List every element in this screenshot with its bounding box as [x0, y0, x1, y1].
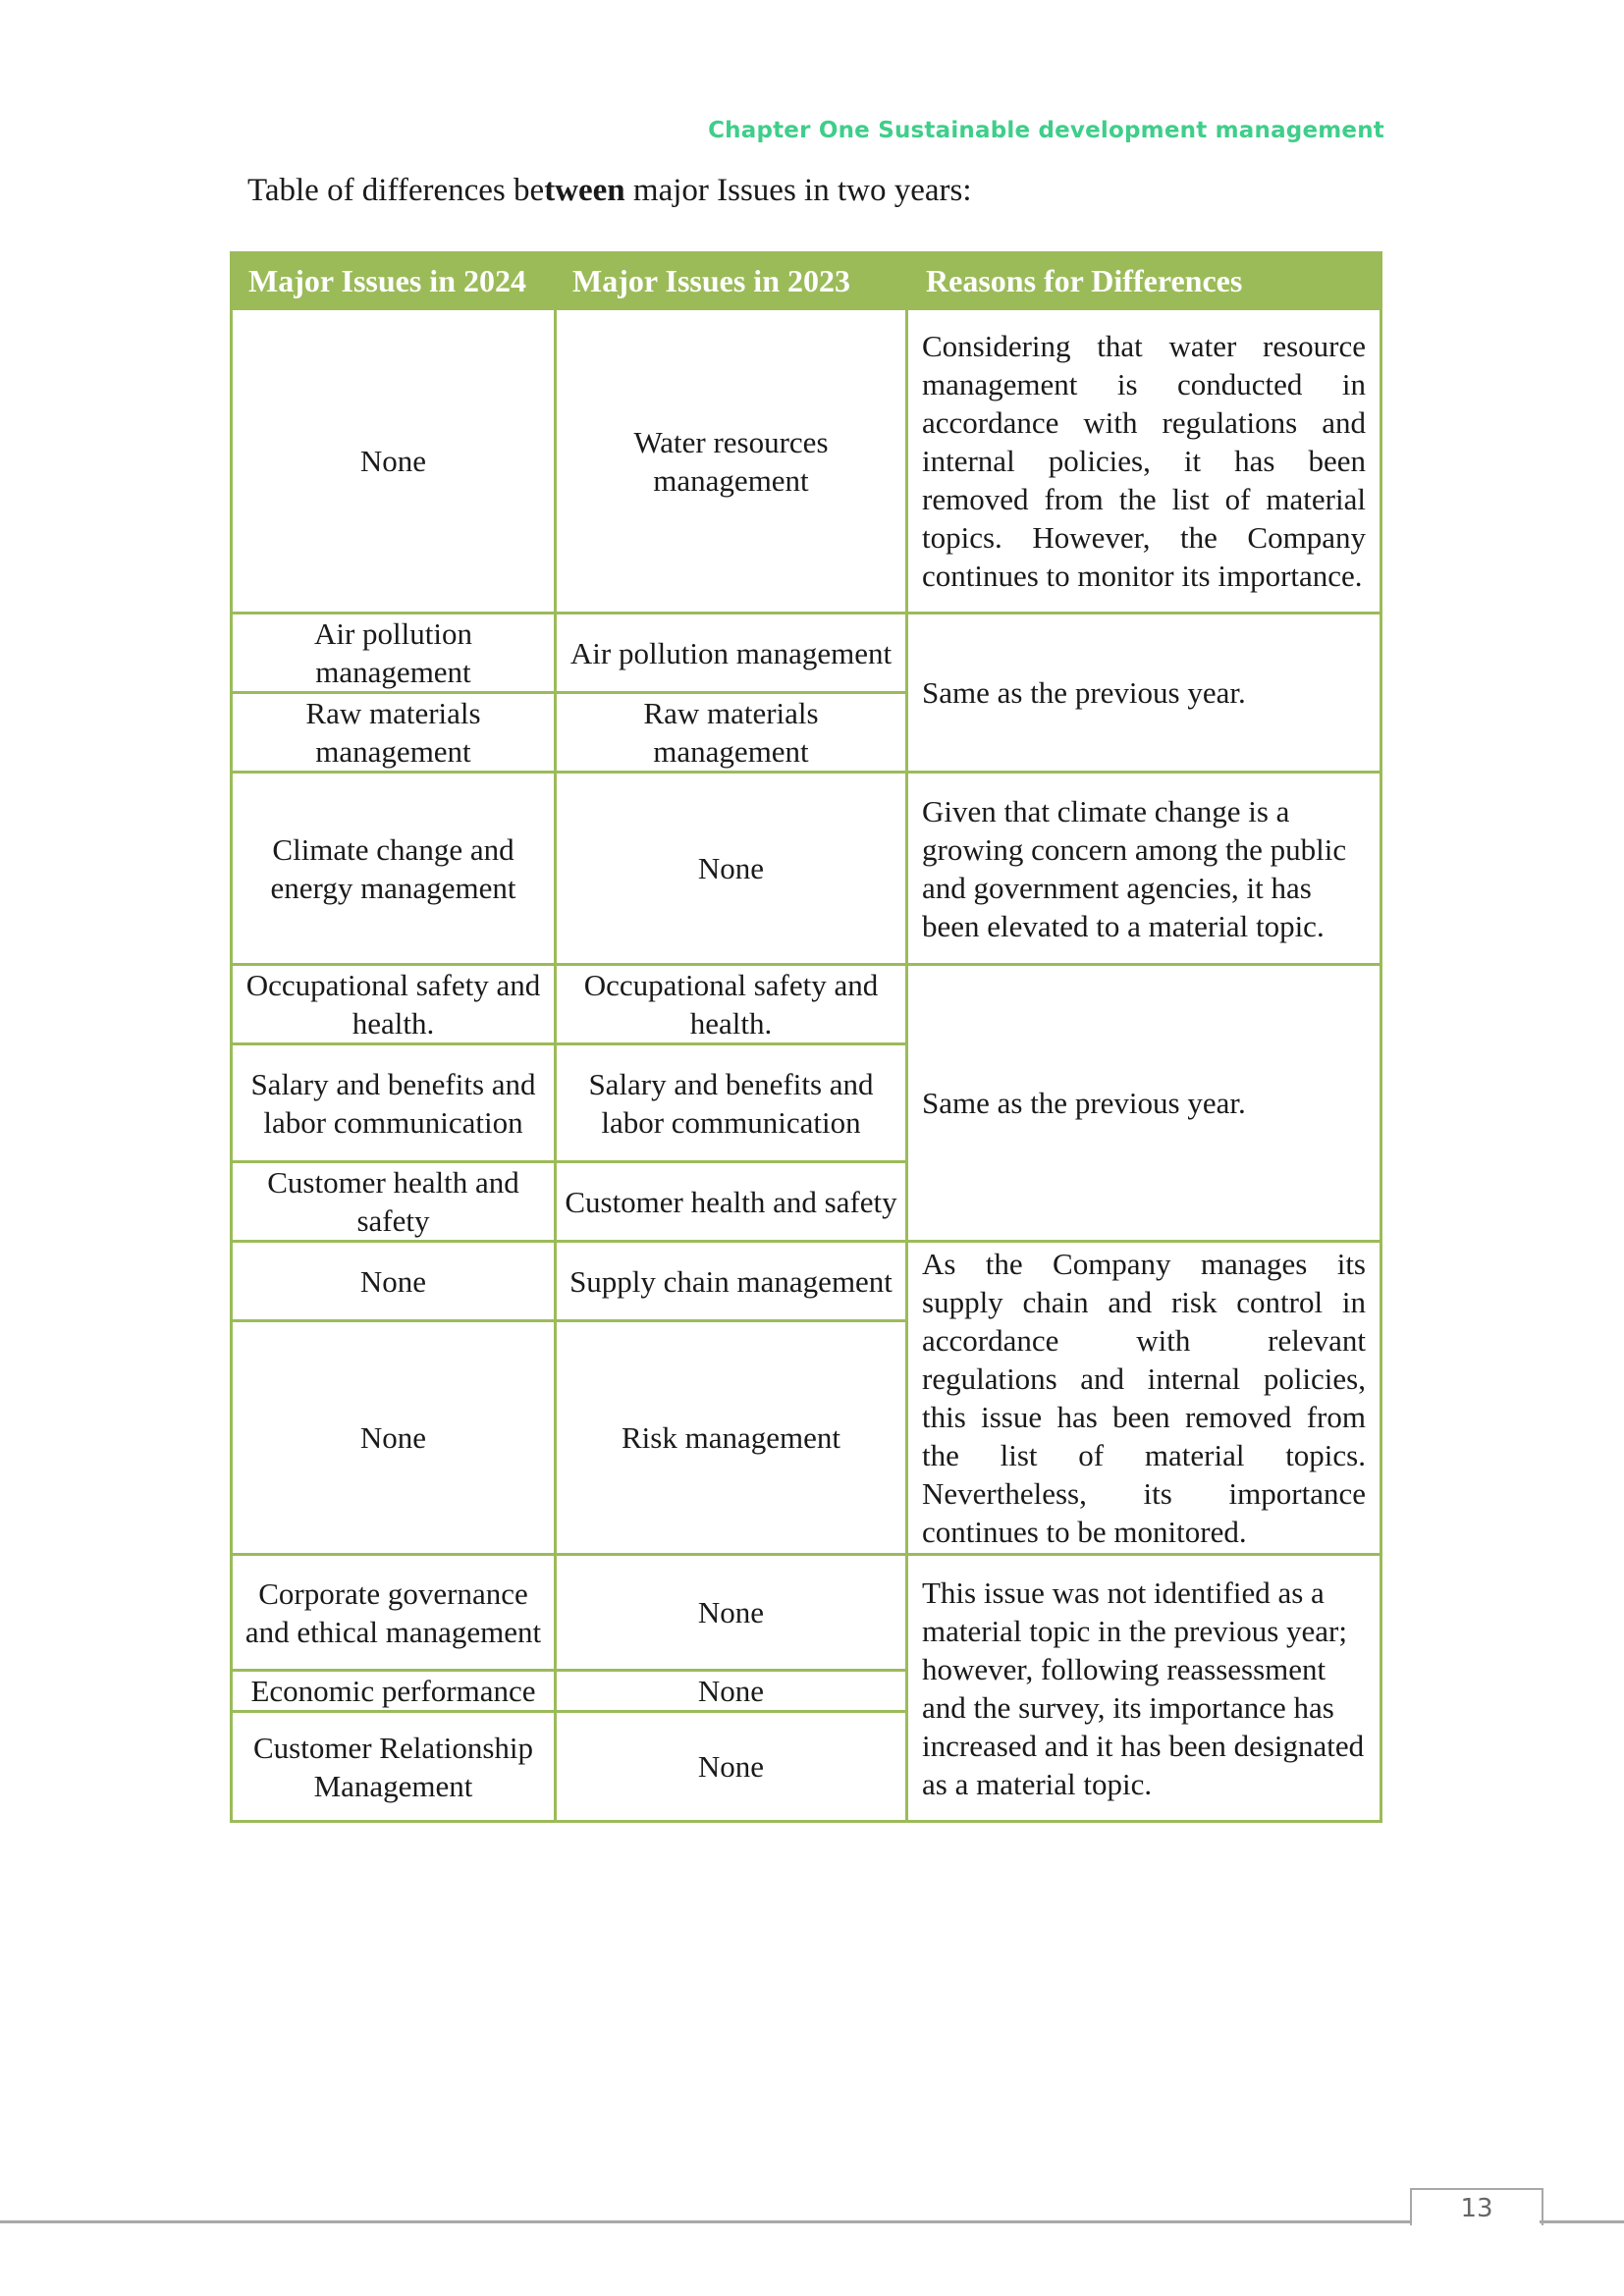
- issue-2023-cell: Water resources management: [556, 309, 907, 614]
- column-header-reasons: Reasons for Differences: [907, 253, 1381, 309]
- issue-2024-cell: None: [232, 309, 556, 614]
- reason-cell: Same as the previous year.: [907, 965, 1381, 1242]
- issue-2024-cell: None: [232, 1321, 556, 1555]
- issue-2024-cell: Customer health and safety: [232, 1162, 556, 1242]
- issue-2024-cell: Climate change and energy management: [232, 773, 556, 965]
- reason-cell: Considering that water resource management is conducted in accordance with regulations and internal policies, it has been removed from the list of material topics. However, the Company continues to monitor its importance.: [907, 309, 1381, 614]
- issue-2024-cell: Customer Relationship Management: [232, 1712, 556, 1822]
- issue-2023-cell: Raw materials management: [556, 693, 907, 773]
- intro-text-end: major Issues in two years:: [624, 173, 972, 208]
- reason-cell: This issue was not identified as a material topic in the previous year; however, following reassessment and the survey, its importance has increased and it has been designated as a material topic.: [907, 1555, 1381, 1822]
- table-intro: [247, 173, 972, 209]
- table-row: [232, 773, 1381, 965]
- issue-2023-cell: None: [556, 1712, 907, 1822]
- reason-cell: Given that climate change is a growing concern among the public and government agencies, it has been elevated to a material topic.: [907, 773, 1381, 965]
- issue-2024-cell: Salary and benefits and labor communication: [232, 1044, 556, 1162]
- issue-2023-cell: Occupational safety and health.: [556, 965, 907, 1044]
- footer-rule-right: [1540, 2220, 1624, 2223]
- chapter-header: Chapter One Sustainable development management: [708, 118, 1384, 143]
- column-header-2023: Major Issues in 2023: [556, 253, 907, 309]
- intro-text-start: Table of differences be: [247, 173, 545, 208]
- issue-2023-cell: None: [556, 773, 907, 965]
- table-header-row: [232, 253, 1381, 309]
- issue-2023-cell: None: [556, 1555, 907, 1671]
- issue-2024-cell: Occupational safety and health.: [232, 965, 556, 1044]
- issue-2024-cell: Corporate governance and ethical management: [232, 1555, 556, 1671]
- issue-2024-cell: Air pollution management: [232, 614, 556, 693]
- issue-2023-cell: Risk management: [556, 1321, 907, 1555]
- issue-2023-cell: None: [556, 1671, 907, 1712]
- column-header-2024: Major Issues in 2024: [232, 253, 556, 309]
- footer-rule-left: [0, 2220, 1410, 2223]
- issue-2023-cell: Salary and benefits and labor communication: [556, 1044, 907, 1162]
- reason-cell: As the Company manages its supply chain and risk control in accordance with relevant regulations and internal policies, this issue has been removed from the list of material topics. Nevertheless, its importance continues to be monitored.: [907, 1242, 1381, 1555]
- table-row: [232, 309, 1381, 614]
- issue-2023-cell: Customer health and safety: [556, 1162, 907, 1242]
- table-row: [232, 1555, 1381, 1671]
- issue-2024-cell: Economic performance: [232, 1671, 556, 1712]
- table-row: [232, 1242, 1381, 1321]
- issue-2023-cell: Supply chain management: [556, 1242, 907, 1321]
- issue-2023-cell: Air pollution management: [556, 614, 907, 693]
- issue-2024-cell: None: [232, 1242, 556, 1321]
- reason-cell: Same as the previous year.: [907, 614, 1381, 773]
- table-row: [232, 614, 1381, 693]
- intro-text-bold: tween: [544, 173, 625, 208]
- page-number: 13: [1410, 2188, 1543, 2225]
- table-row: [232, 965, 1381, 1044]
- issues-comparison-table: [230, 251, 1382, 1823]
- issue-2024-cell: Raw materials management: [232, 693, 556, 773]
